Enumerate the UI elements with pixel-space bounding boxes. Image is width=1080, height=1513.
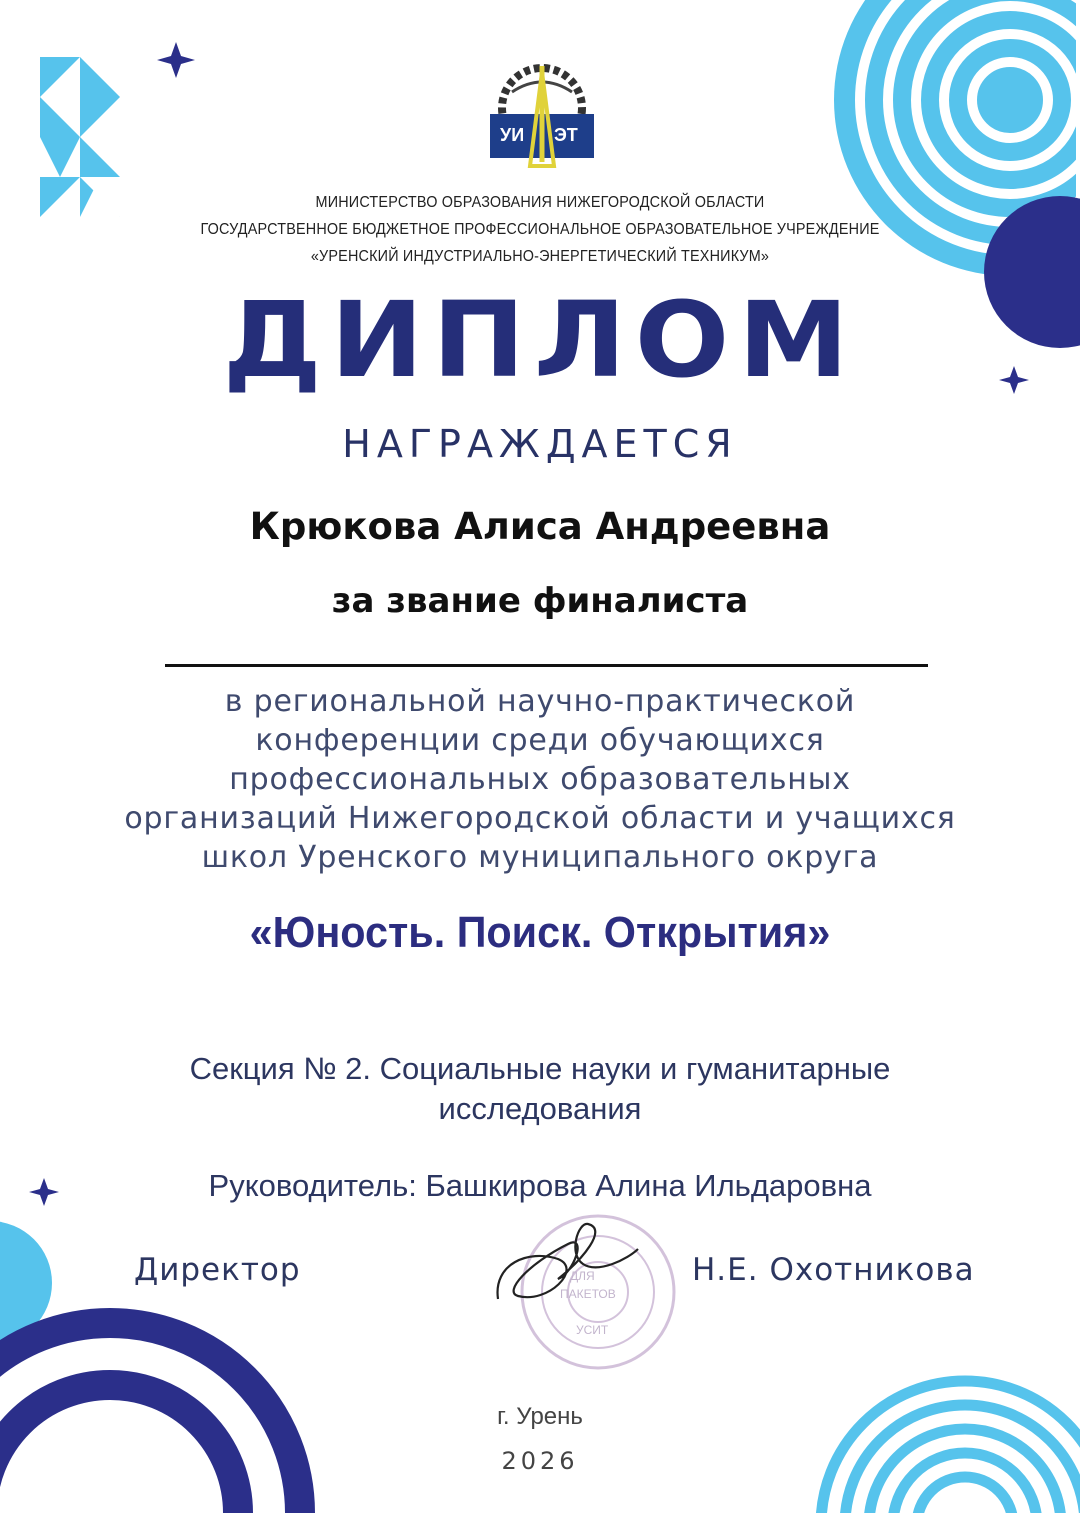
leader-line: Руководитель: Башкирова Алина Ильдаровна [208, 1168, 872, 1203]
institution-logo [482, 62, 602, 170]
logo-text-right: ЭТ [554, 125, 578, 145]
section-line: исследования [438, 1091, 642, 1126]
conference-line: в региональной научно-практической [224, 684, 856, 719]
event-name: «Юность. Поиск. Открытия» [249, 908, 831, 957]
conference-description [0, 682, 1080, 877]
conference-line: профессиональных образовательных [229, 762, 851, 797]
stamp-text: УСИТ [576, 1323, 609, 1337]
city-label: г. Урень [497, 1403, 583, 1430]
sparkle-icon [157, 42, 195, 78]
recipient-name: Крюкова Алиса Андреевна [249, 505, 831, 548]
director-name: Н.Е. Охотникова [692, 1252, 975, 1288]
award-reason: за звание финалиста [331, 581, 749, 621]
section-line: Секция № 2. Социальные науки и гуманитарные [189, 1051, 891, 1086]
stamp-and-signature [488, 1204, 678, 1374]
header-ministry: МИНИСТЕРСТВО ОБРАЗОВАНИЯ НИЖЕГОРОДСКОЙ ОБЛАСТИ [315, 194, 765, 211]
stamp-text: ПАКЕТОВ [560, 1287, 616, 1301]
diploma-title: ДИПЛОМ [222, 279, 858, 401]
header-institution-type: ГОСУДАРСТВЕННОЕ БЮДЖЕТНОЕ ПРОФЕССИОНАЛЬНОЕ ОБРАЗОВАТЕЛЬНОЕ УЧРЕЖДЕНИЕ [200, 221, 880, 238]
header-institution-name: «УРЕНСКИЙ ИНДУСТРИАЛЬНО-ЭНЕРГЕТИЧЕСКИЙ ТЕХНИКУМ» [310, 248, 770, 265]
stamp-text: ДЛЯ [570, 1269, 595, 1283]
year-label: 2026 [501, 1447, 579, 1475]
official-stamp [522, 1216, 674, 1368]
conference-line: организаций Нижегородской области и учащихся [124, 801, 956, 836]
divider-line [165, 664, 928, 667]
conference-line: школ Уренского муниципального округа [201, 840, 879, 875]
conference-line: конференции среди обучающихся [255, 723, 825, 758]
section-info [0, 1049, 1080, 1129]
director-label: Директор [134, 1252, 301, 1288]
logo-text-left: УИ [500, 125, 525, 145]
awarded-label: НАГРАЖДАЕТСЯ [342, 422, 738, 466]
